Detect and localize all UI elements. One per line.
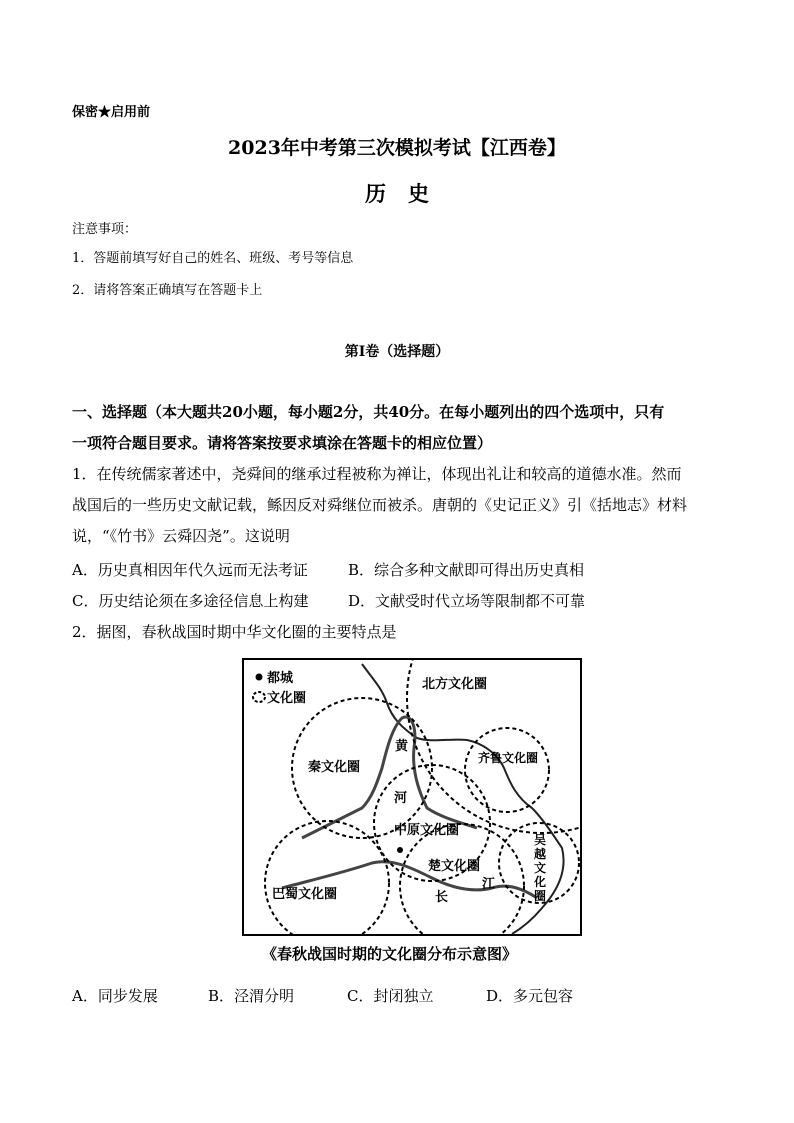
section-heading-line-1: 一、选择题（本大题共20小题，每小题2分，共40分。在每小题列出的四个选项中，只有 (72, 403, 665, 421)
q2-option-c: C．封闭独立 (347, 987, 434, 1005)
notes-label: 注意事项： (72, 222, 138, 237)
legend-capital-label: 都城 (267, 671, 294, 686)
q1-option-a: A．历史真相因年代久远而无法考证 (72, 561, 308, 579)
section-heading (72, 397, 722, 459)
label-chu: 楚文化圈 (428, 859, 481, 874)
label-zhongyuan: 中原文化圈 (394, 823, 460, 838)
exam-title: 2023年中考第三次模拟考试【江西卷】 (228, 137, 566, 159)
legend-circle-label: 文化圈 (267, 691, 307, 706)
question-1-stem (72, 459, 722, 552)
q1-line-1: 1．在传统儒家著述中，尧舜间的继承过程被称为禅让，体现出礼让和较高的道德水准。然而 (72, 465, 682, 483)
q2-option-a: A．同步发展 (72, 987, 158, 1005)
note-item-1: 1．答题前填写好自己的姓名、班级、考号等信息 (72, 251, 354, 266)
note-item-2: 2．请将答案正确填写在答题卡上 (72, 283, 263, 298)
label-north: 北方文化圈 (422, 677, 488, 692)
section-heading-line-2: 一项符合题目要求。请将答案按要求填涂在答题卡的相应位置） (72, 434, 493, 452)
q1-option-c: C．历史结论须在多途径信息上构建 (72, 592, 309, 610)
label-jiang: 江 (482, 877, 496, 892)
question-2-stem: 2．据图，春秋战国时期中华文化圈的主要特点是 (72, 623, 397, 641)
map-caption: 《春秋战国时期的文化圈分布示意图》 (262, 945, 518, 963)
q1-line-2: 战国后的一些历史文献记载，鲧因反对舜继位而被杀。唐朝的《史记正义》引《括地志》材料 (72, 496, 688, 514)
q2-option-b: B．泾渭分明 (208, 987, 295, 1005)
capital-marker (397, 847, 403, 853)
subject-title: 历史 (365, 181, 451, 206)
q1-option-d: D．文献受时代立场等限制都不可靠 (348, 592, 586, 610)
label-wuyue-vertical (533, 832, 546, 903)
legend-capital-icon (256, 674, 263, 681)
label-qin: 秦文化圈 (308, 760, 361, 775)
culture-map-figure (242, 658, 582, 936)
label-chang: 长 (435, 890, 449, 905)
q2-option-d: D．多元包容 (486, 987, 574, 1005)
culture-map (242, 658, 582, 936)
part-title: 第I卷（选择题） (344, 344, 450, 360)
label-qilu: 齐鲁文化圈 (478, 751, 539, 765)
label-bashu: 巴蜀文化圈 (272, 887, 338, 902)
q1-line-3: 说，“《竹书》云舜囚尧”。这说明 (72, 527, 290, 545)
q1-option-b: B．综合多种文献即可得出历史真相 (348, 561, 585, 579)
secret-label: 保密★启用前 (72, 105, 151, 120)
label-wuyue: 吴越文化圈 (534, 833, 547, 903)
label-he: 河 (394, 791, 408, 806)
label-huang: 黄 (395, 739, 409, 754)
